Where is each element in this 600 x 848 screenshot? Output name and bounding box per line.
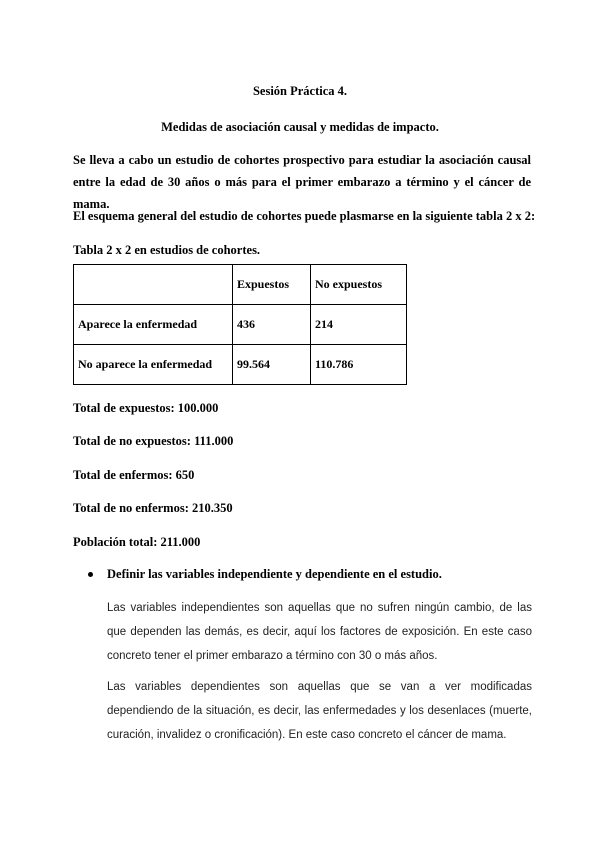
total-line: Total de enfermos: 650 bbox=[73, 468, 195, 482]
intro-paragraph: Se lleva a cabo un estudio de cohortes prospectivo para estudiar la asociación causal entre la edad de 30 años o más para el primer embarazo a término y el cáncer de mama. bbox=[73, 153, 531, 211]
table-row bbox=[74, 305, 407, 345]
page-title: Sesión Práctica 4. bbox=[252, 84, 348, 98]
table-cell: 214 bbox=[311, 305, 407, 345]
table-cell: No aparece la enfermedad bbox=[74, 345, 233, 385]
total-line: Total de no enfermos: 210.350 bbox=[73, 501, 233, 515]
table-cell: 99.564 bbox=[233, 345, 311, 385]
answer-paragraph: Las variables independientes son aquellas que no sufren ningún cambio, de las que dependen las demás, es decir, aquí los factores de exposición. En este caso concreto tener el primer embarazo a término con 30 o más años. bbox=[107, 602, 532, 662]
bullet-icon bbox=[88, 572, 93, 577]
table-row bbox=[74, 345, 407, 385]
total-line: Población total: 211.000 bbox=[73, 535, 201, 549]
table-header-cell: Expuestos bbox=[233, 265, 311, 305]
total-line: Total de no expuestos: 111.000 bbox=[73, 434, 234, 448]
page-subtitle: Medidas de asociación causal y medidas de impacto. bbox=[161, 120, 439, 134]
table-header-cell bbox=[74, 265, 233, 305]
table-caption: Tabla 2 x 2 en estudios de cohortes. bbox=[73, 243, 261, 257]
table-header-cell: No expuestos bbox=[311, 265, 407, 305]
scheme-paragraph: El esquema general del estudio de cohortes puede plasmarse en la siguiente tabla 2 x 2: bbox=[73, 209, 536, 223]
table-cell: 110.786 bbox=[311, 345, 407, 385]
answer-paragraph: Las variables dependientes son aquellas que se van a ver modificadas dependiendo de la situación, es decir, las enfermedades y los desenlaces (muerte, curación, invalidez o cronificación). En este caso concreto el cáncer de mama. bbox=[107, 681, 532, 741]
table-cell: Aparece la enfermedad bbox=[74, 305, 233, 345]
bullet-text: Definir las variables independiente y dependiente en el estudio. bbox=[107, 567, 442, 581]
cohort-table bbox=[73, 264, 407, 385]
table-header-row bbox=[74, 265, 407, 305]
table-cell: 436 bbox=[233, 305, 311, 345]
total-line: Total de expuestos: 100.000 bbox=[73, 401, 219, 415]
